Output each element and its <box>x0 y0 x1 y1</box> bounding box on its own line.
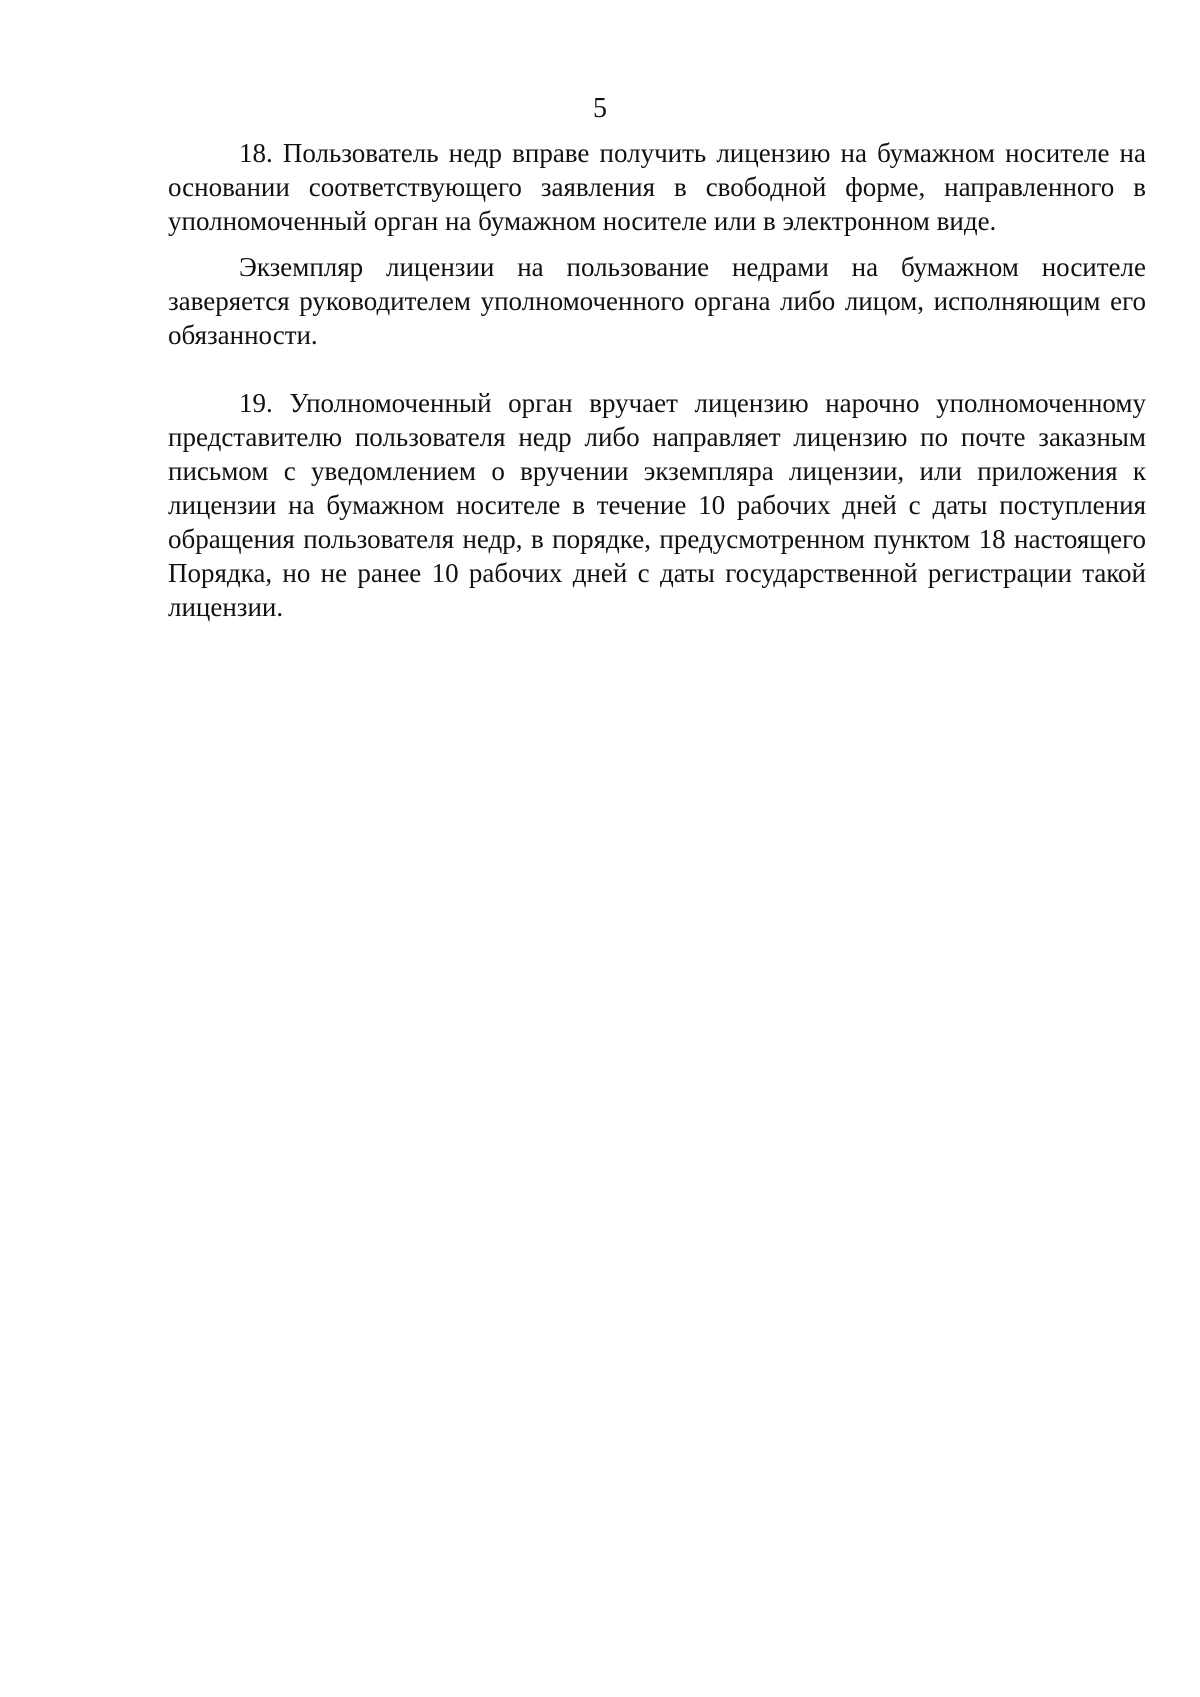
paragraph-18: 18. Пользователь недр вправе получить лицензию на бумажном носителе на основании соответствующего заявления в свободной форме, направленного в уполномоченный орган на бумажном носителе или в электронном виде. <box>168 138 1146 236</box>
document-body <box>168 136 1146 624</box>
section-spacing <box>168 352 1146 386</box>
page-number: 5 <box>593 93 607 124</box>
paragraph-spacing <box>168 238 1146 250</box>
paragraph-license-certification: Экземпляр лицензии на пользование недрами на бумажном носителе заверяется руководителем уполномоченного органа либо лицом, исполняющим его обязанности. <box>168 252 1146 350</box>
paragraph-19: 19. Уполномоченный орган вручает лицензию нарочно уполномоченному представителю пользователя недр либо направляет лицензию по почте заказным письмом с уведомлением о вручении экземпляра лицензии, или приложения к лицензии на бумажном носителе в течение 10 рабочих дней с даты поступления обращения пользователя недр, в порядке, предусмотренном пунктом 18 настоящего Порядка, но не ранее 10 рабочих дней с даты государственной регистрации такой лицензии. <box>168 388 1146 622</box>
